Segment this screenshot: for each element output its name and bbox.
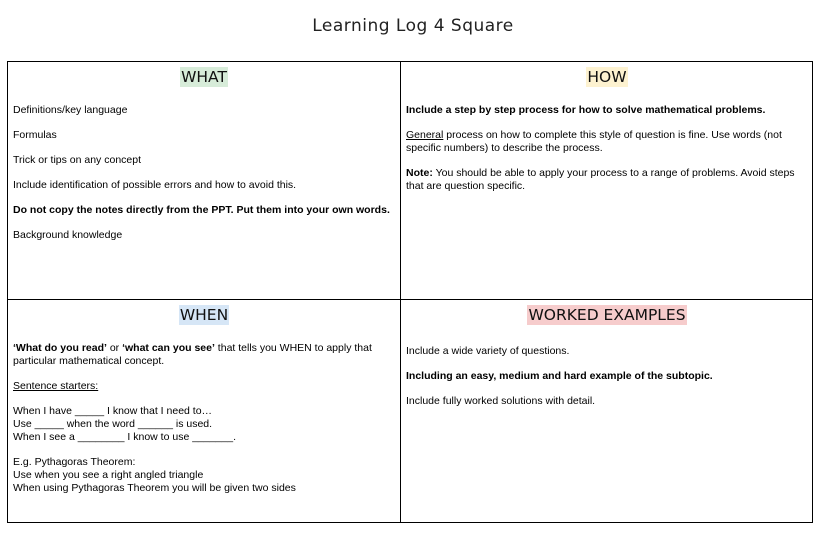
worked-item: Include a wide variety of questions. bbox=[406, 345, 570, 357]
when-intro bbox=[13, 342, 395, 368]
when-heading: WHEN bbox=[179, 306, 229, 324]
what-item: Background knowledge bbox=[13, 229, 123, 241]
how-general-paragraph bbox=[406, 129, 808, 155]
when-starter: When I have _____ I know that I need to… bbox=[13, 405, 213, 417]
what-item: Include identification of possible errors and how to avoid this. bbox=[13, 179, 297, 191]
when-q2: ‘what can you see’ bbox=[122, 342, 215, 354]
when-starters-label: Sentence starters: bbox=[13, 380, 99, 392]
what-item: Definitions/key language bbox=[13, 104, 128, 116]
what-heading: WHAT bbox=[181, 68, 227, 86]
worked-examples-heading: WORKED EXAMPLES bbox=[528, 306, 686, 324]
when-example: Use when you see a right angled triangle bbox=[13, 469, 204, 481]
when-q1: ‘What do you read’ bbox=[13, 342, 107, 354]
when-example: E.g. Pythagoras Theorem: bbox=[13, 456, 136, 468]
how-note-paragraph bbox=[406, 167, 808, 193]
what-cell bbox=[8, 62, 400, 299]
how-cell bbox=[401, 62, 813, 299]
when-cell bbox=[8, 300, 400, 522]
when-example: When using Pythagoras Theorem you will be given two sides bbox=[13, 482, 296, 494]
worked-item: Include fully worked solutions with detail. bbox=[406, 395, 596, 407]
when-starter: When I see a ________ I know to use _______. bbox=[13, 431, 236, 443]
how-step-process: Include a step by step process for how to solve mathematical problems. bbox=[406, 104, 766, 116]
how-general-rest: process on how to complete this style of question is fine. Use words (not specific numbers) to describe the process. bbox=[406, 129, 782, 154]
worked-item: Including an easy, medium and hard example of the subtopic. bbox=[406, 370, 713, 382]
how-note-label: Note: bbox=[406, 167, 433, 179]
page-title: Learning Log 4 Square bbox=[312, 16, 514, 36]
four-square-grid bbox=[7, 61, 813, 523]
how-note-text: You should be able to apply your process to a range of problems. Avoid steps that are question specific. bbox=[406, 167, 795, 192]
how-heading: HOW bbox=[587, 68, 627, 86]
when-starter: Use _____ when the word ______ is used. bbox=[13, 418, 213, 430]
worked-examples-cell bbox=[401, 300, 813, 522]
when-rest: that tells you WHEN to apply that particular mathematical concept. bbox=[13, 342, 372, 367]
when-or: or bbox=[106, 342, 123, 354]
what-item: Do not copy the notes directly from the PPT. Put them into your own words. bbox=[13, 204, 390, 216]
how-general-word: General bbox=[406, 129, 444, 141]
what-item: Trick or tips on any concept bbox=[13, 154, 141, 166]
what-item: Formulas bbox=[13, 129, 57, 141]
